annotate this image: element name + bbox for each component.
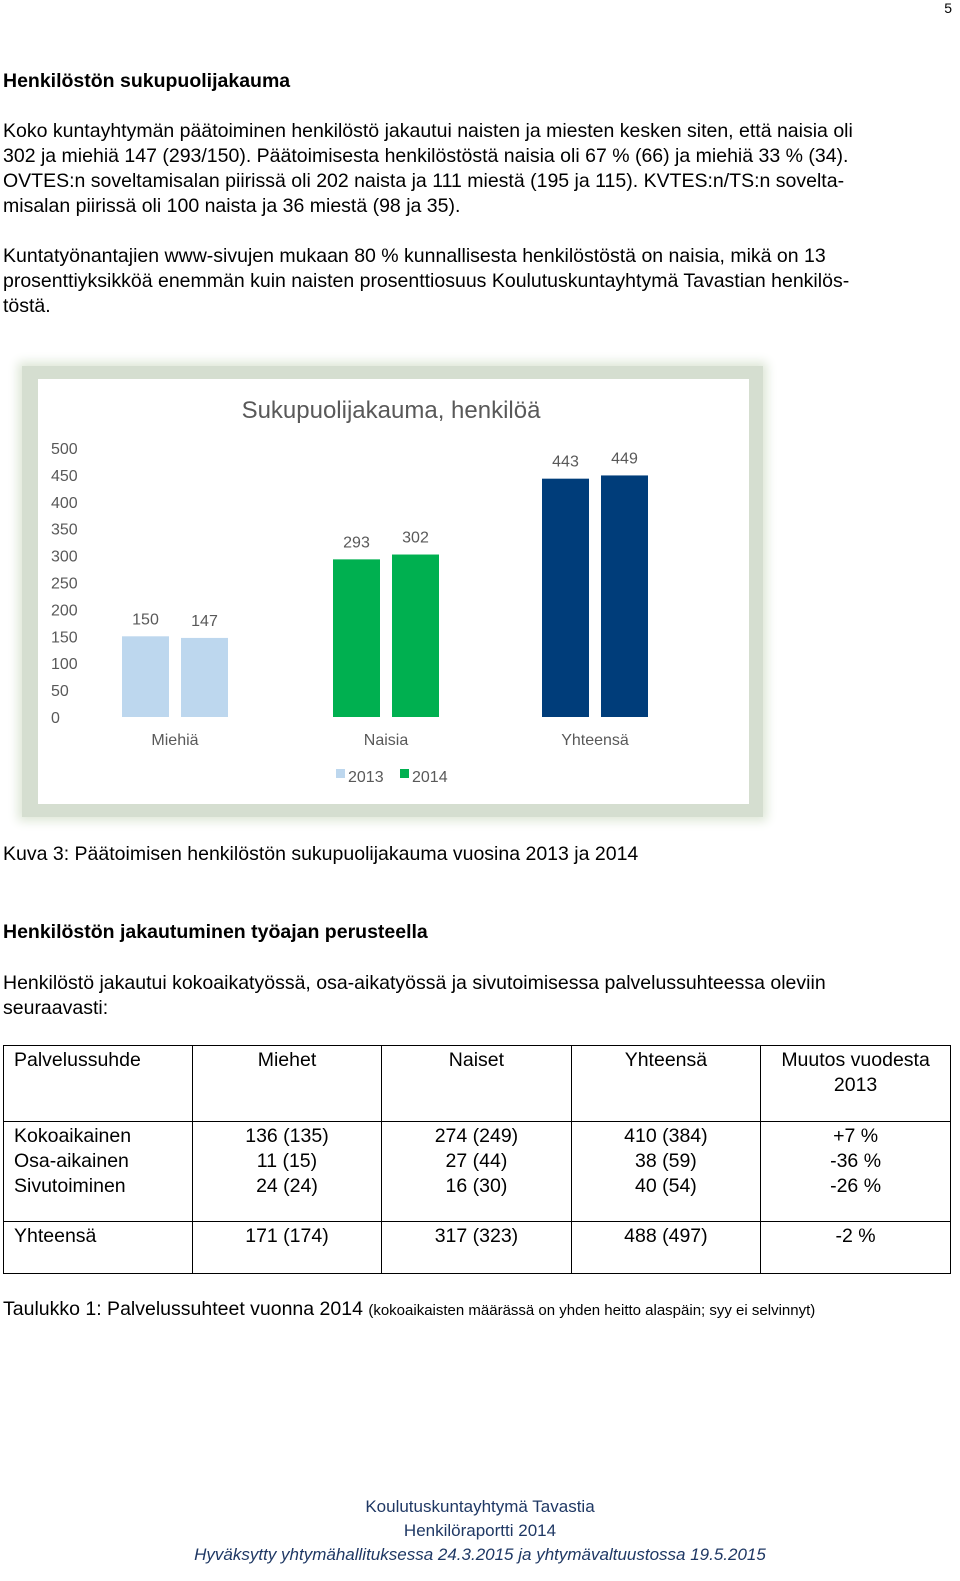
x-category-label: Naisia (363, 732, 409, 749)
y-tick-label: 450 (51, 467, 78, 485)
text-line: Koko kuntayhtymän päätoiminen henkilöstö jakautui naisten ja miesten kesken siten, että naisia oli (3, 120, 853, 142)
footer-organization: Koulutuskuntayhtymä Tavastia (365, 1497, 595, 1516)
legend-swatch-2013 (336, 769, 345, 778)
paragraph-gender-distribution (3, 119, 955, 219)
page-number: 5 (944, 0, 952, 16)
header-cell-men: Miehet (192, 1046, 381, 1122)
table-caption (3, 1298, 815, 1321)
cell-total-values: 410 (384) 38 (59) 40 (54) (571, 1122, 760, 1222)
bar-yhteensä-2014 (601, 475, 648, 717)
table-row (4, 1122, 951, 1222)
section-heading-working-time: Henkilöstön jakautuminen työajan perusteella (3, 921, 428, 943)
data-label: 147 (191, 612, 218, 630)
cell-change-values: +7 % -36 % -26 % (761, 1122, 951, 1222)
gender-distribution-chart (38, 379, 749, 804)
paragraph-municipal-comparison (3, 244, 955, 319)
text-line: töstä. (3, 295, 51, 317)
data-label: 449 (611, 450, 638, 468)
y-tick-label: 0 (51, 710, 60, 727)
table-total-row (4, 1222, 951, 1274)
data-label: 443 (552, 453, 579, 471)
y-tick-label: 100 (51, 656, 78, 674)
y-tick-label: 300 (51, 548, 78, 566)
table-caption-note: (kokoaikaisten määrässä on yhden heitto alaspäin; syy ei selvinnyt) (368, 1302, 816, 1319)
bar-naisia-2014 (392, 555, 439, 717)
table-header-row (4, 1046, 951, 1122)
chart-title: Sukupuolijakauma, henkilöä (241, 397, 541, 424)
bar-miehiä-2013 (122, 636, 169, 717)
header-cell-total: Yhteensä (571, 1046, 760, 1122)
figure-caption: Kuva 3: Päätoimisen henkilöstön sukupuolijakauma vuosina 2013 ja 2014 (3, 843, 639, 865)
legend-swatch-2014 (400, 769, 409, 778)
header-cell-change: Muutos vuodesta 2013 (761, 1046, 951, 1122)
y-tick-label: 350 (51, 521, 78, 539)
header-cell-women: Naiset (382, 1046, 571, 1122)
section-heading-gender: Henkilöstön sukupuolijakauma (3, 70, 291, 92)
employment-table (3, 1045, 951, 1274)
total-change: -2 % (761, 1222, 951, 1274)
text-line: 302 ja miehiä 147 (293/150). Päätoimisesta henkilöstöstä naisia oli 67 % (66) ja miehiä 33 % (34). (3, 145, 849, 167)
footer-report-title: Henkilöraportti 2014 (403, 1521, 557, 1540)
y-tick-label: 50 (51, 683, 69, 701)
data-label: 150 (132, 611, 159, 629)
cell-service-types: Kokoaikainen Osa-aikainen Sivutoiminen (4, 1122, 193, 1222)
data-label: 293 (343, 534, 370, 552)
legend-label-2013: 2013 (348, 769, 384, 786)
text-line: Henkilöstö jakautui kokoaikatyössä, osa-aikatyössä ja sivutoimisessa palvelussuhteessa oleviin (3, 972, 826, 994)
cell-men-values: 136 (135) 11 (15) 24 (24) (192, 1122, 381, 1222)
total-men: 171 (174) (192, 1222, 381, 1274)
text-line: seuraavasti: (3, 997, 109, 1019)
y-tick-label: 150 (51, 629, 78, 647)
text-line: misalan piirissä oli 100 naista ja 36 miestä (98 ja 35). (3, 195, 461, 217)
table-caption-main: Taulukko 1: Palvelussuhteet vuonna 2014 (3, 1298, 363, 1320)
total-label: Yhteensä (4, 1222, 193, 1274)
footer-approval: Hyväksytty yhtymähallituksessa 24.3.2015 ja yhtymävaltuustossa 19.5.2015 (194, 1545, 766, 1564)
paragraph-working-time (3, 971, 955, 1021)
y-tick-label: 250 (51, 575, 78, 593)
data-label: 302 (402, 529, 429, 547)
legend-label-2014: 2014 (412, 769, 448, 786)
text-line: OVTES:n soveltamisalan piirissä oli 202 naista ja 111 miestä (195 ja 115). KVTES:n/TS:n sovelta- (3, 170, 845, 192)
x-category-label: Miehiä (151, 732, 199, 749)
y-tick-label: 500 (51, 441, 78, 458)
y-tick-label: 400 (51, 494, 78, 512)
header-cell-service: Palvelussuhde (4, 1046, 193, 1122)
cell-women-values: 274 (249) 27 (44) 16 (30) (382, 1122, 571, 1222)
total-women: 317 (323) (382, 1222, 571, 1274)
bar-miehiä-2014 (181, 638, 228, 717)
x-category-label: Yhteensä (561, 732, 629, 749)
bar-naisia-2013 (333, 559, 380, 717)
bar-yhteensä-2013 (542, 479, 589, 717)
total-all: 488 (497) (571, 1222, 760, 1274)
text-line: prosenttiyksikköä enemmän kuin naisten prosenttiosuus Koulutuskuntayhtymä Tavastian henkilös- (3, 270, 850, 292)
y-tick-label: 200 (51, 602, 78, 620)
text-line: Kuntatyönantajien www-sivujen mukaan 80 % kunnallisesta henkilöstöstä on naisia, mikä on 13 (3, 245, 826, 267)
